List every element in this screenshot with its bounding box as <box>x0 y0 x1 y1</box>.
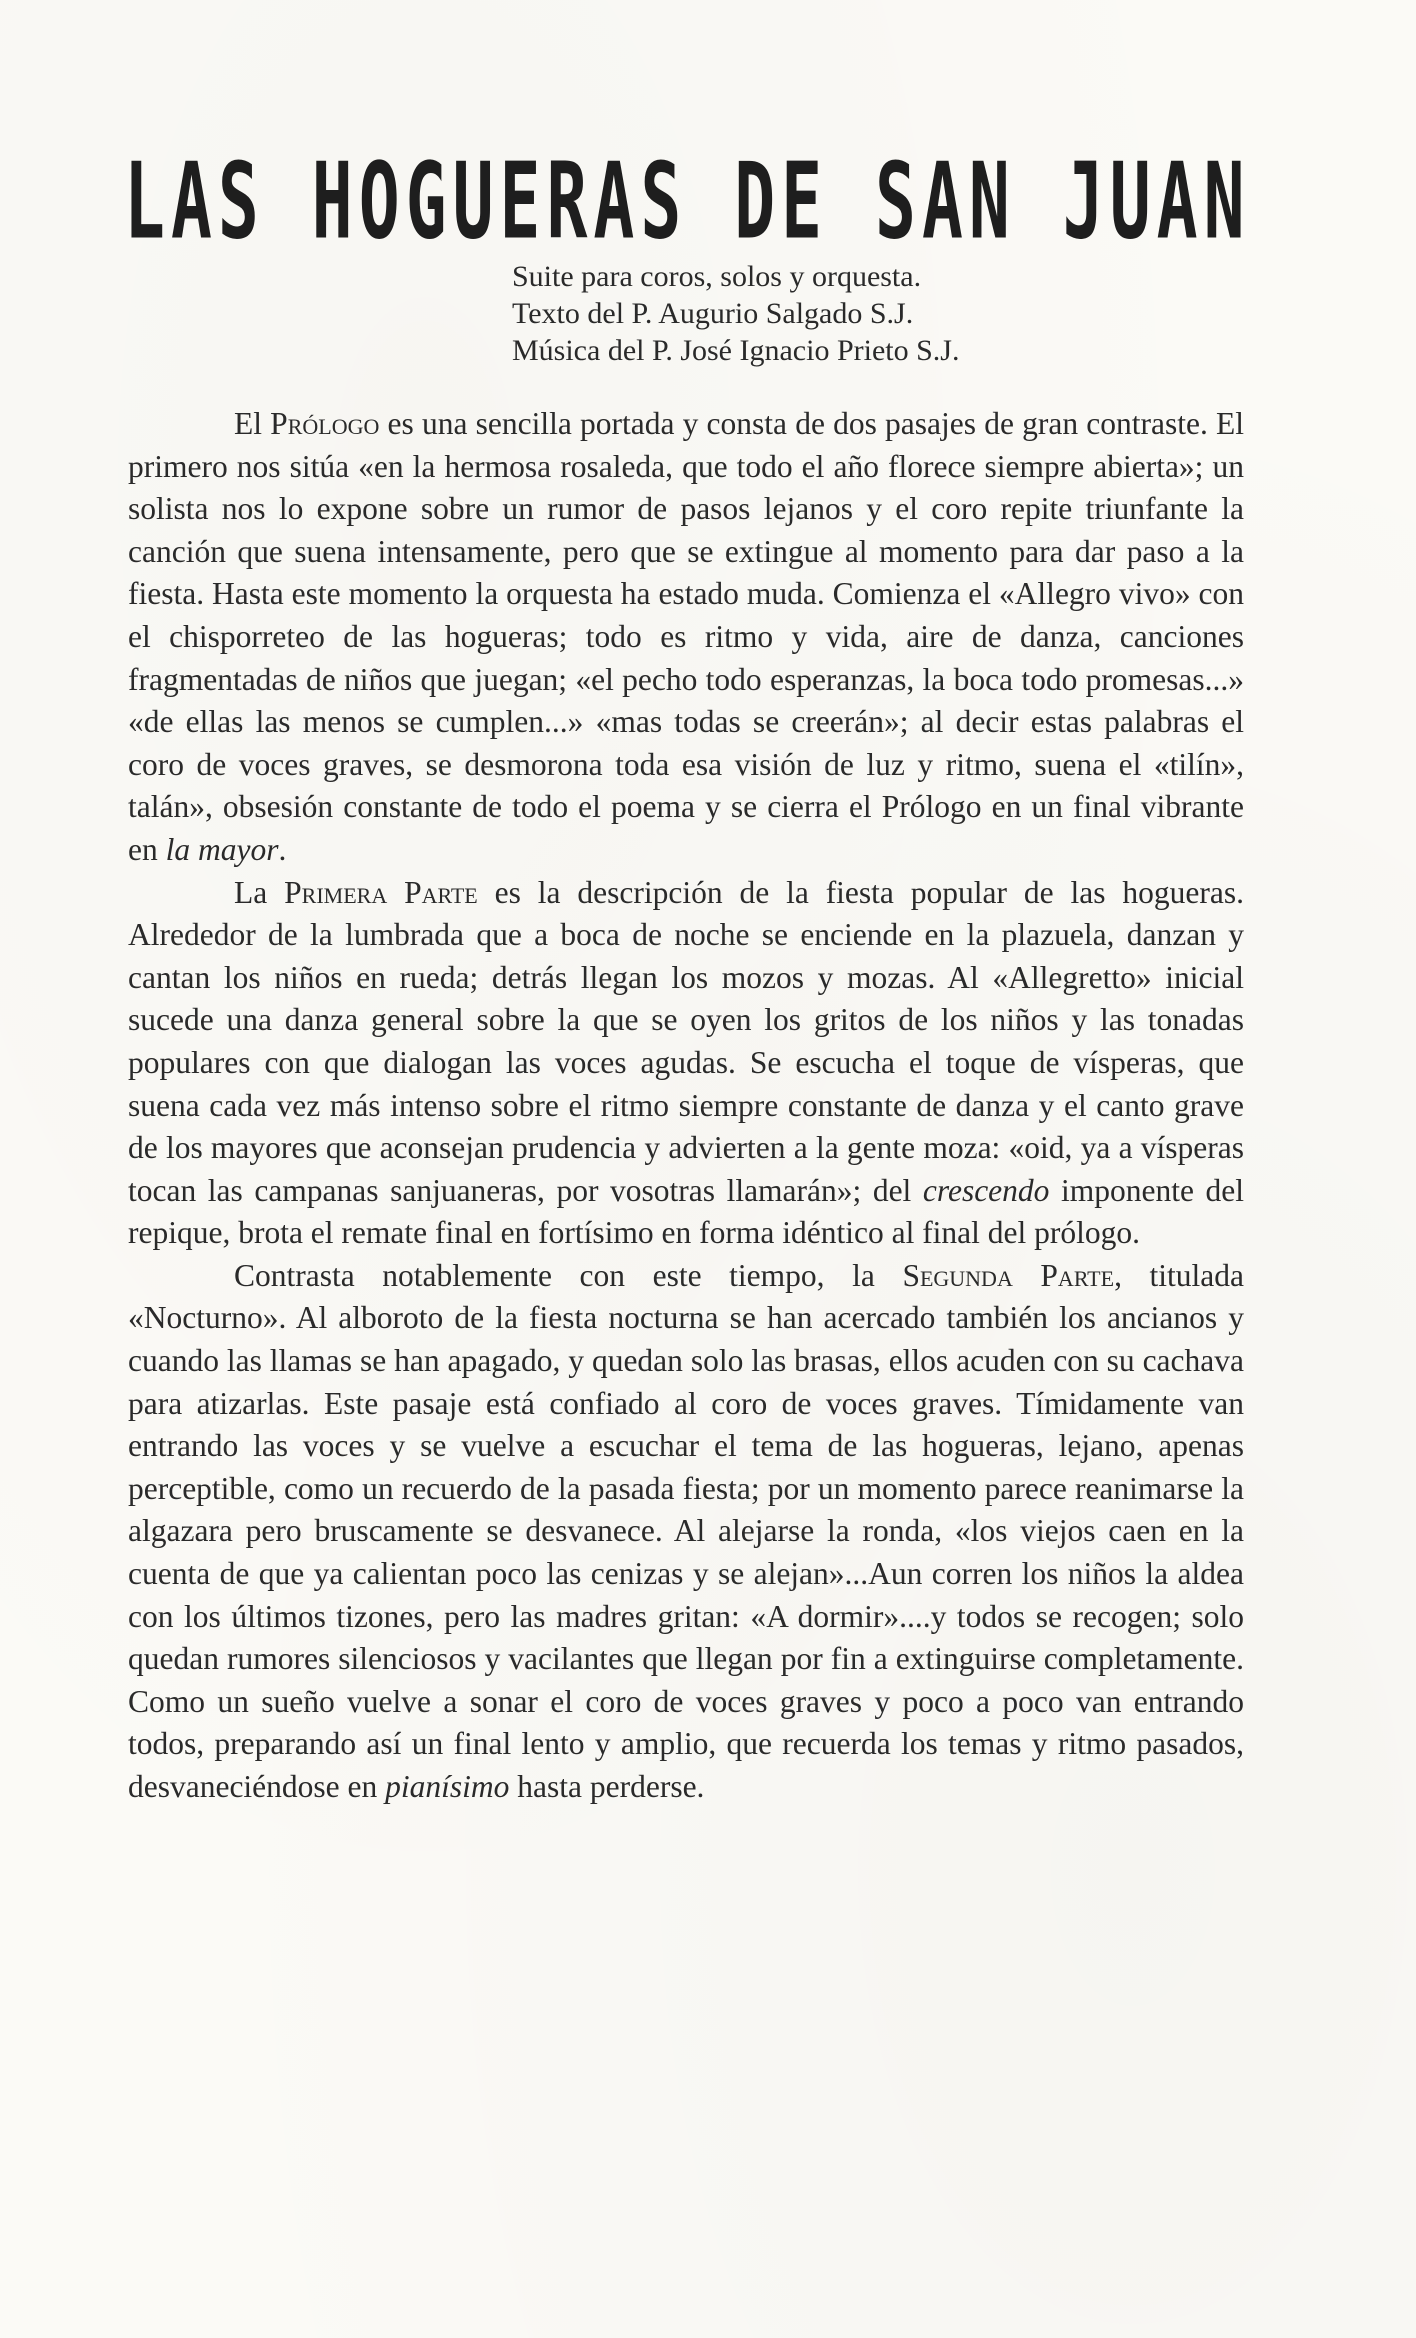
p1-part-5: . <box>278 831 287 867</box>
p3-section-name: Segunda Parte <box>902 1257 1115 1293</box>
credit-line-music-author: Música del P. José Ignacio Prieto S.J. <box>512 334 960 367</box>
p2-part-3: es la descripción de la fiesta popular de las hogueras. Alrededor de la lumbrada que a boca de noche se enciende en la plazuela, danzan y cantan los niños en rueda; detrás llegan los mozos y mozas. Al «Allegretto» inicial sucede una danza general sobre la que se oyen los gritos de los niños y las tonadas populares con que dialogan las voces agudas. Se escucha el toque de vísperas, que suena cada vez más intenso sobre el ritmo siempre constante de danza y el canto grave de los mayores que aconsejan prudencia y advierten a la gente moza: «oid, ya a vísperas tocan las campanas sanjuaneras, por vosotras llamarán»; del <box>128 874 1244 1208</box>
p3-part-3: , titulada «Nocturno». Al alboroto de la fiesta nocturna se han acercado también los ancianos y cuando las llamas se han apagado, y quedan solo las brasas, ellos acuden con su cachava para atizarlas. Este pasaje está confiado al coro de voces graves. Tímidamente van entrando las voces y se vuelve a escuchar el tema de las hogueras, lejano, apenas perceptible, como un recuerdo de la pasada fiesta; por un momento parece reanimarse la algazara pero bruscamente se desvanece. Al alejarse la ronda, «los viejos caen en la cuenta de que ya calientan poco las cenizas y se alejan»...Aun corren los niños la aldea con los últimos tizones, pero las madres gritan: «A dormir»....y todos se recogen; solo quedan rumores silenciosos y vacilantes que llegan por fin a extinguirse completamente. Como un sueño vuelve a sonar el coro de voces graves y poco a poco van entrando todos, preparando así un final lento y amplio, que recuerda los temas y ritmo pasados, desvaneciéndose en <box>128 1257 1244 1804</box>
page-title: LAS HOGUERAS DE SAN JUAN <box>124 141 1251 264</box>
paragraph-prologo <box>128 403 1244 872</box>
p3-italic-term: pianísimo <box>385 1769 510 1804</box>
p3-part-5: hasta perderse. <box>509 1769 705 1804</box>
paragraph-segunda-parte <box>128 1255 1244 1809</box>
paragraph-primera-parte <box>128 872 1244 1255</box>
credit-line-text-author: Texto del P. Augurio Salgado S.J. <box>512 297 914 330</box>
p2-italic-term: crescendo <box>922 1172 1050 1208</box>
p1-part-1: El <box>234 406 271 441</box>
p1-italic-key: la mayor <box>165 831 279 867</box>
body-text <box>128 403 1244 1809</box>
credits-block <box>512 258 1152 369</box>
p1-section-name: Prólogo <box>270 406 380 441</box>
p1-part-3: es una sencilla portada y consta de dos pasajes de gran contraste. El primero nos sitúa «en la hermosa rosaleda, que todo el año florece siempre abierta»; un solista nos lo expone sobre un rumor de pasos lejanos y el coro repite triunfante la canción que suena intensamente, pero que se extingue al momento para dar paso a la fiesta. Hasta este momento la orquesta ha estado muda. Comienza el «Allegro vivo» con el chisporreteo de las hogueras; todo es ritmo y vida, aire de danza, canciones fragmentadas de niños que juegan; «el pecho todo esperanzas, la boca todo promesas...» «de ellas las menos se cumplen...» «mas todas se creerán»; al decir estas palabras el coro de voces graves, se desmorona toda esa visión de luz y ritmo, suena el «tilín», talán», obsesión constante de todo el poema y se cierra el Prólogo en un final vibrante en <box>128 406 1244 867</box>
credit-line-genre: Suite para coros, solos y orquesta. <box>512 260 922 293</box>
p2-section-name: Primera Parte <box>284 874 478 910</box>
p2-part-5: imponente del repique, brota el remate final en fortísimo en forma idéntico al final del prólogo. <box>128 1172 1245 1251</box>
p3-part-1: Contrasta notablemente con este tiempo, la <box>234 1257 903 1293</box>
p2-part-1: La <box>234 874 285 910</box>
